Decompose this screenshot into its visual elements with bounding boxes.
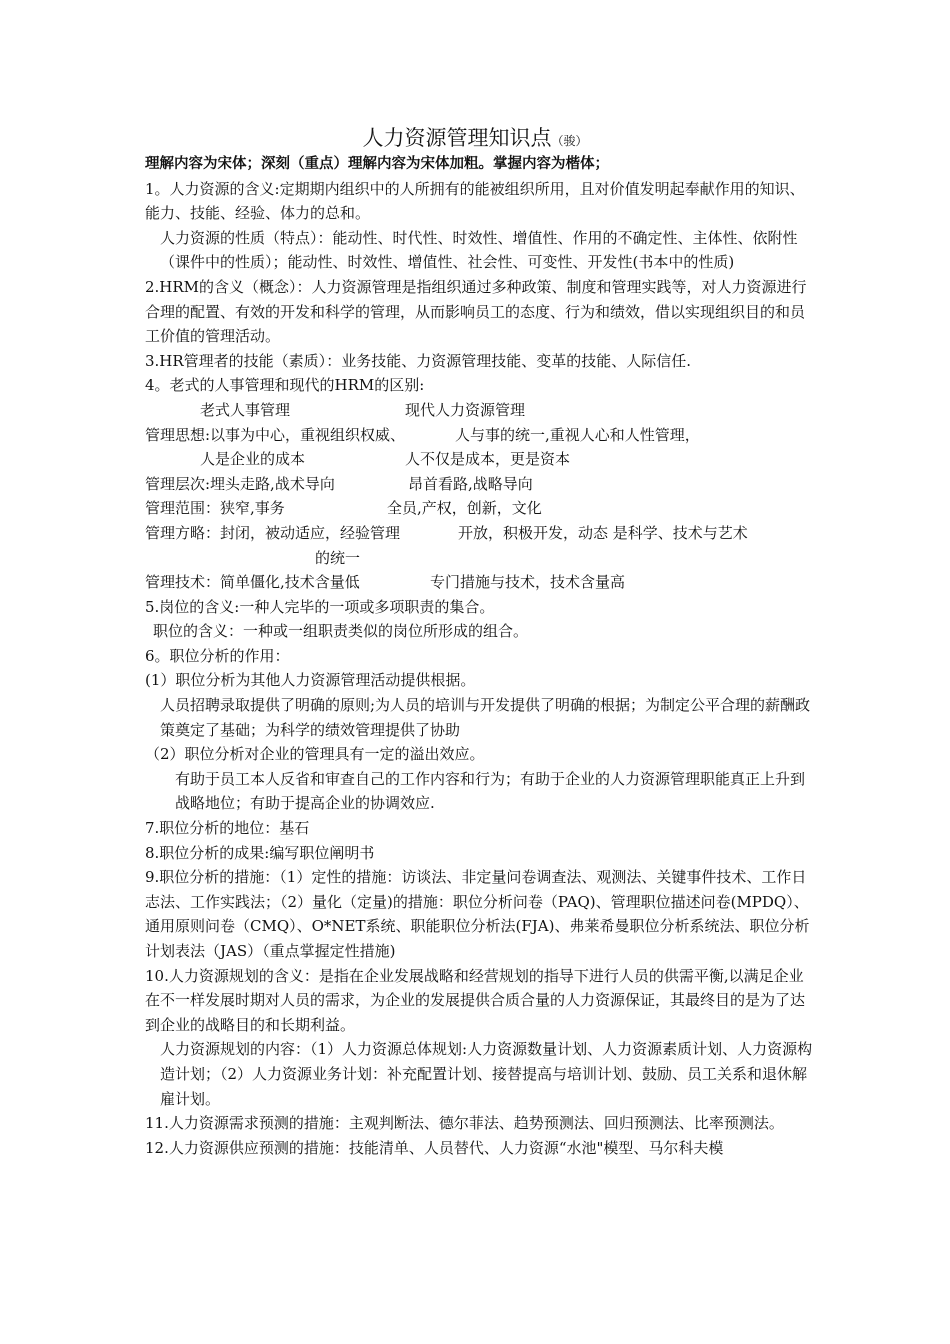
comparison-old: 管理层次:埋头走路,战术导向 <box>145 474 335 493</box>
paragraph: 1。人力资源的含义:定期期内组织中的人所拥有的能被组织所用，且对价值发明起奉献作用的知识、能力、技能、经验、体力的总和。 <box>145 179 805 223</box>
paragraph: 3.HR管理者的技能（素质）：业务技能、力资源管理技能、变革的技能、人际信任. <box>145 351 691 370</box>
paragraph: 9.职位分析的措施：（1）定性的措施：访谈法、非定量问卷调查法、观测法、关键事件技术、工作日志法、工作实践法；（2）量化（定量)的措施：职位分析问卷（PAQ)、管理职位描述问卷(MPDQ）、通用原则问卷（CMQ）、O*NET系统、职能职位分析法(FJA)、弗莱希曼职位分析系统法、职位分析计划表法（JAS）（重点掌握定性措施) <box>145 868 810 960</box>
comparison-old: 管理思想:以事为中心，重视组织权威、 <box>145 425 406 444</box>
paragraph: 5.岗位的含义:一种人完毕的一项或多项职责的集合。 <box>145 597 495 616</box>
paragraph: 职位的含义：一种或一组职责类似的岗位所形成的组合。 <box>153 622 529 641</box>
comparison-old-header: 老式人事管理 <box>200 400 291 419</box>
paragraph: 人力资源的性质（特点）：能动性、时代性、时效性、增值性、作用的不确定性、主体性、依附性（课件中的性质）；能动性、时效性、增值性、社会性、可变性、开发性(书本中的性质) <box>160 228 798 272</box>
comparison-header <box>145 398 813 423</box>
comparison-old: 管理方略：封闭，被动适应，经验管理 <box>145 523 401 542</box>
paragraph: (1）职位分析为其他人力资源管理活动提供根据。 <box>145 671 476 690</box>
comparison-old: 管理范围：狭窄,事务 <box>145 499 285 518</box>
document-title <box>0 124 950 155</box>
comparison-old: 管理技术：简单僵化,技术含量低 <box>145 573 360 592</box>
comparison-new: 人与事的统一,重视人心和人性管理， <box>455 425 700 444</box>
comparison-row <box>145 570 813 595</box>
comparison-new: 专门措施与技术，技术含量高 <box>430 573 626 592</box>
title-main: 人力资源管理知识点 <box>362 126 552 150</box>
comparison-row <box>145 423 813 448</box>
comparison-new: 全员,产权，创新，文化 <box>387 499 542 518</box>
style-legend: 理解内容为宋体；深刻（重点）理解内容为宋体加粗。掌握内容为楷体； <box>145 156 609 172</box>
paragraph: （2）职位分析对企业的管理具有一定的溢出效应。 <box>145 745 485 764</box>
comparison-new: 开放，积极开发，动态 是科学、技术与艺术 <box>458 523 748 542</box>
paragraph: 10.人力资源规划的含义：是指在企业发展战略和经营规划的指导下进行人员的供需平衡,以满足企业在不一样发展时期对人员的需求，为企业的发展提供合质合量的人力资源保证，其最终目的是为了达到企业的战略目的和长期利益。 <box>145 966 806 1034</box>
paragraph: 8.职位分析的成果:编写职位阐明书 <box>145 843 375 862</box>
document-body <box>145 152 813 1160</box>
comparison-row <box>145 521 813 546</box>
paragraph: 2.HRM的含义（概念）：人力资源管理是指组织通过多种政策、制度和管理实践等，对人力资源进行合理的配置、有效的开发和科学的管理，从而影响员工的态度、行为和绩效，借以实现组织目的和员工价值的管理活动。 <box>145 277 807 346</box>
paragraph: 6。职位分析的作用： <box>145 646 290 665</box>
comparison-row <box>145 447 813 472</box>
paragraph: 有助于员工本人反省和审查自己的工作内容和行为；有助于企业的人力资源管理职能真正上升到战略地位；有助于提高企业的协调效应. <box>175 769 806 813</box>
comparison-row <box>145 472 813 497</box>
paragraph: 人力资源规划的内容：（1）人力资源总体规划:人力资源数量计划、人力资源素质计划、人力资源构造计划；（2）人力资源业务计划：补充配置计划、接替提高与培训计划、鼓励、员工关系和退休解雇计划。 <box>160 1040 813 1108</box>
paragraph: 人员招聘录取提供了明确的原则;为人员的培训与开发提供了明确的根据；为制定公平合理的薪酬政策奠定了基础；为科学的绩效管理提供了协助 <box>160 696 811 739</box>
paragraph: 7.职位分析的地位：基石 <box>145 819 310 838</box>
comparison-continuation: 的统一 <box>315 548 361 567</box>
paragraph: 12.人力资源供应预测的措施：技能清单、人员替代、人力资源“水池"模型、马尔科夫模 <box>145 1138 724 1157</box>
comparison-new-header: 现代人力资源管理 <box>405 400 526 419</box>
comparison-new: 昂首看路,战略导向 <box>408 474 533 493</box>
comparison-row <box>145 496 813 521</box>
comparison-old: 人是企业的成本 <box>200 450 306 469</box>
paragraph: 11.人力资源需求预测的措施：主观判断法、德尔菲法、趋势预测法、回归预测法、比率预测法。 <box>145 1114 784 1133</box>
paragraph: 4。老式的人事管理和现代的HRM的区别: <box>145 376 425 395</box>
title-suffix: （骏） <box>551 134 588 148</box>
comparison-new: 人不仅是成本，更是资本 <box>405 450 571 469</box>
